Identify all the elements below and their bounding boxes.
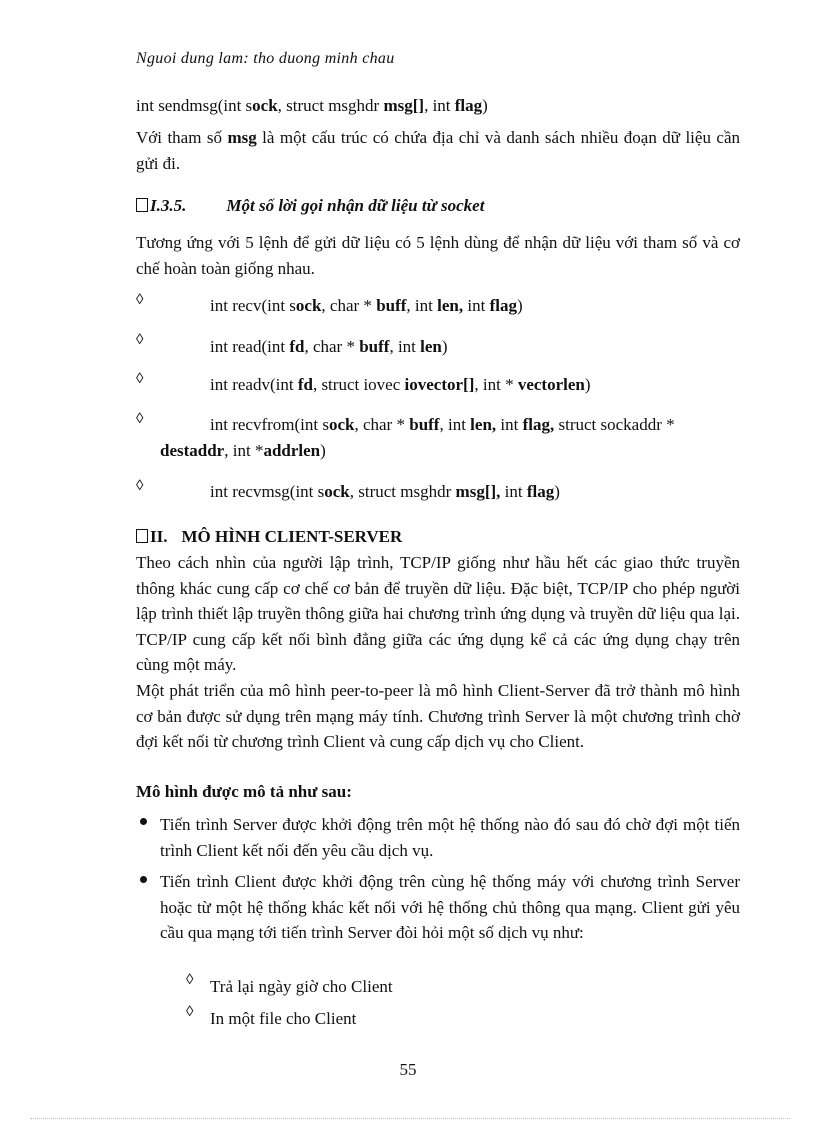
bullet-dot-icon — [140, 876, 147, 883]
client-server-paragraph-2: Một phát triển của mô hình peer-to-peer là mô hình Client-Server đã trở thành mô hình cơ bản được sử dụng trên mạng máy tính. Chương trình Server là một chương trình chờ đợi kết nối từ chương trình Client và cung cấp dịch vụ cho Client. — [136, 681, 740, 751]
section-heading-II: II. MÔ HÌNH CLIENT-SERVER — [136, 527, 402, 547]
diamond-bullet-icon: ◊ — [136, 411, 144, 427]
recvfrom-call-continued: destaddr, int *addrlen) — [160, 441, 326, 460]
diamond-bullet-icon: ◊ — [136, 332, 144, 348]
client-server-paragraph-1: Theo cách nhìn của người lập trình, TCP/IP giống như hầu hết các giao thức truyền thông khác cung cấp cơ chế cơ bản để truyền dữ liệu. Đặc biệt, TCP/IP cho phép người lập trình thiết lập truyền thông giữa hai chương trình ứng dụng và truyền dữ liệu qua lại. TCP/IP cung cấp kết nối bình đẳng giữa các ứng dụng kể cả các ứng dụng chạy trên cùng một máy. — [136, 553, 740, 674]
page-number: 55 — [399, 1060, 417, 1079]
checkbox-glyph-icon — [136, 529, 148, 543]
bullet-dot-icon — [140, 818, 147, 825]
recv-call: int recv(int sock, char * buff, int len, int flag) — [210, 296, 523, 315]
footer-divider — [30, 1118, 790, 1119]
diamond-bullet-icon: ◊ — [136, 371, 144, 387]
recv-intro: Tương ứng với 5 lệnh để gửi dữ liệu có 5 lệnh dùng để nhận dữ liệu với tham số và cơ chế hoàn toàn giống nhau. — [136, 233, 740, 278]
diamond-bullet-icon: ◊ — [136, 478, 144, 494]
recvmsg-call: int recvmsg(int sock, struct msghdr msg[], int flag) — [210, 482, 560, 501]
running-header: Nguoi dung lam: tho duong minh chau — [136, 50, 395, 67]
diamond-bullet-icon: ◊ — [186, 1004, 194, 1020]
recvfrom-call: int recvfrom(int sock, char * buff, int len, int flag, struct sockaddr * — [210, 415, 675, 434]
sub-item: Trả lại ngày giờ cho Client — [210, 977, 393, 996]
bullet-client: Tiến trình Client được khởi động trên cùng hệ thống máy với chương trình Server hoặc từ một hệ thống khác kết nối với hệ thống chủ thông qua mạng. Client gửi yêu cầu qua mạng tới tiến trình Server đòi hỏi một số dịch vụ như: — [160, 872, 740, 942]
checkbox-glyph-icon — [136, 198, 148, 212]
msg-description: Với tham số msg là một cấu trúc có chứa địa chỉ và danh sách nhiều đoạn dữ liệu cần gửi đi. — [136, 128, 740, 173]
sendmsg-signature: int sendmsg(int sock, struct msghdr msg[], int flag) — [136, 96, 488, 115]
sub-item: In một file cho Client — [210, 1009, 357, 1028]
section-heading-1-3-5: I.3.5. Một số lời gọi nhận dữ liệu từ socket — [136, 196, 484, 216]
readv-call: int readv(int fd, struct iovec iovector[], int * vectorlen) — [210, 375, 591, 394]
read-call: int read(int fd, char * buff, int len) — [210, 337, 448, 356]
model-heading: Mô hình được mô tả như sau: — [136, 782, 352, 801]
diamond-bullet-icon: ◊ — [136, 292, 144, 308]
bullet-server: Tiến trình Server được khởi động trên một hệ thống nào đó sau đó chờ đợi một tiến trình Client kết nối đến yêu cầu dịch vụ. — [160, 815, 740, 860]
diamond-bullet-icon: ◊ — [186, 972, 194, 988]
